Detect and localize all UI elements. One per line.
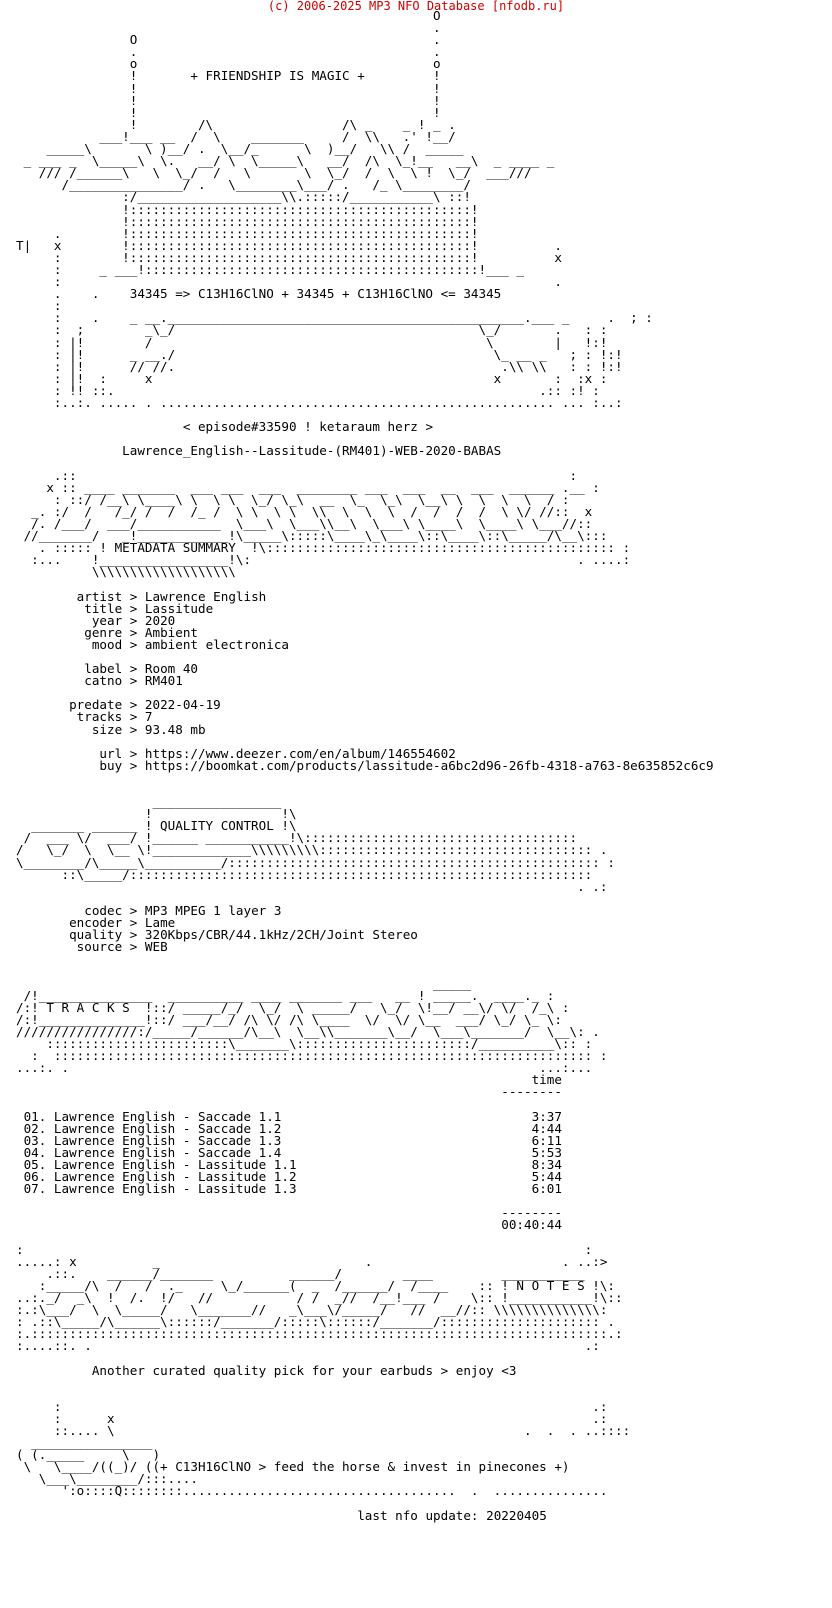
metadata-row: genre > Ambient <box>84 624 198 640</box>
metadata-value: 7 <box>144 709 153 725</box>
metadata-value: ambient electronica <box>144 636 289 652</box>
metadata-value: 2022-04-19 <box>144 697 221 713</box>
track-time: 6:01 <box>531 1181 562 1197</box>
art-top-line: !:::::::::::::::::::::::::::::::::::::::::::::! <box>16 201 479 217</box>
metadata-value[interactable]: https://boomkat.com/products/lassitude-a6bc2d96-26fb-4318-a763-8e635852c6c9 <box>144 757 714 773</box>
track-time: 5:53 <box>531 1144 562 1160</box>
art-meta-line: \\\\\\\\\\\\\\\\\\\ <box>16 564 236 580</box>
track-number: 02. <box>16 1120 47 1136</box>
art-notes-line: ..:._/ _\ ! /. !/ // / / _// /__!___ / \:: !___________!\:: <box>16 1289 623 1305</box>
art-quality-control <box>16 794 615 894</box>
art-top-line: :/___________________\\.:::::/___________\ ::! <box>16 189 471 205</box>
metadata-key: title <box>84 600 123 616</box>
art-top-line: . <box>16 20 441 36</box>
metadata-key: predate <box>69 697 123 713</box>
art-top-line: ! ! <box>16 80 441 96</box>
art-quality-line: \________/\_____\__________/::::::::::::::::::::::::::::::::::::::::::::::::: : <box>16 854 615 870</box>
quality-value: 320Kbps/CBR/44.1kHz/2CH/Joint Stereo <box>144 927 418 943</box>
metadata-row: mood > ambient electronica <box>91 636 289 652</box>
tracks-total <box>16 1205 562 1232</box>
metadata-row: predate > 2022-04-19 <box>69 697 221 713</box>
metadata-value: Lassitude <box>144 600 214 616</box>
art-top-line: . . 34345 => C13H16ClNO + 34345 + C13H16ClNO <= 34345 <box>16 286 502 302</box>
art-top-line: !:::::::::::::::::::::::::::::::::::::::::::::! <box>16 213 479 229</box>
art-quality-line: / \_/ \ \__ \!_____________\\\\\\\\\:::::::::::::::::::::::::::::::::::: . <box>16 842 608 858</box>
time-column-rule: -------- <box>16 1084 562 1100</box>
metadata-row: year > 2020 <box>91 612 176 628</box>
art-top-line: ! /\ /\ _ _ ! _ . <box>16 116 456 132</box>
art-footer-line: \ \____/((_)/ ((+ C13H16ClNO > feed the horse & invest in pinecones +) <box>16 1459 570 1475</box>
quality-key: codec <box>84 902 123 918</box>
art-tracks-line: _____ <box>16 975 471 991</box>
art-top-line: : |! : x x : :x : <box>16 370 608 386</box>
quality-block <box>16 903 418 954</box>
art-top-line: : |! _ __./ \_ __ _ ; : !:! <box>16 346 623 362</box>
metadata-value: 93.48 mb <box>144 721 206 737</box>
track-time: 8:34 <box>531 1156 562 1172</box>
art-top-line: ! ! <box>16 104 441 120</box>
art-quality-line: / ___ \/ ___/ !______ ___________!\:::::::::::::::::::::::::::::::::::: <box>16 830 578 846</box>
track-name: Lawrence English - Saccade 1.4 <box>46 1144 282 1160</box>
metadata-value: 2020 <box>144 612 176 628</box>
metadata-row: tracks > 7 <box>76 709 153 725</box>
track-time: 3:37 <box>531 1108 562 1124</box>
art-top-line: /// /______\ \ \_/ / \ \ \_/ / \ \ ! \_/ ___/// <box>16 165 532 181</box>
track-number: 07. <box>16 1181 47 1197</box>
track-number: 01. <box>16 1108 47 1124</box>
track-number: 06. <box>16 1169 47 1184</box>
art-top-line: : !! ::. .:: :! : <box>16 382 600 398</box>
tracklist <box>16 1109 562 1197</box>
art-footer-line: ( (._____ \ ) <box>16 1447 161 1463</box>
tracks-time-header <box>16 1072 562 1099</box>
metadata-row: label > Room 40 <box>84 661 198 677</box>
metadata-row: catno > RM401 <box>84 673 183 689</box>
art-top-line: _ ___ _ \_____\ \. __/ \ \_____\ __/ /\ \_!__ __\ _ ____ _ <box>16 153 555 169</box>
art-top-line: ___!___ __ / \ _______ / \\ .' !__/ <box>16 128 456 144</box>
last-update-value: 20220405 <box>486 1507 547 1523</box>
art-meta-line: .:: : <box>16 467 578 483</box>
art-quality-line: ! !\ <box>16 806 297 822</box>
art-tracks-line: /!_______________ __________ ____ _______ ___ __ ! _____. ____._ : <box>16 987 555 1003</box>
track-number: 03. <box>16 1132 47 1148</box>
art-footer-line: ':o::::Q::::::::.................................... . ............... <box>16 1483 608 1499</box>
art-meta-line: : ::/ /__\ \____\ \ \ \ \_/ \_\ __ \_ \_\ \__\ \ \ \ \ / : <box>16 491 570 507</box>
art-top-line: :..:. ..... . .................................................... ... :..: <box>16 395 623 410</box>
art-meta-line: /. /___/ ___/___________ \___\ \___\\__\ \___\ \____\ \____\ \___//:: <box>16 515 593 531</box>
art-tracks-line: ...:. . ...:... <box>16 1060 593 1076</box>
art-notes-line: :_____/\ / / ._ \_/______( _ /______/ /____ :: ! N O T E S !\: <box>16 1277 615 1293</box>
art-top-line: o o <box>16 56 441 72</box>
art-top-line: /_______________/ . \________\___/ . /_ \________/ <box>16 177 471 193</box>
metadata-key: genre <box>84 624 123 640</box>
art-top-line: O <box>16 8 441 23</box>
metadata-row: title > Lassitude <box>84 600 214 616</box>
art-tracks-line: /:! T R A C K S !::/ _____/_/ \_/ \ _____/ \_/ \!__/ __\/ \/ /_\ : <box>16 999 570 1015</box>
art-notes <box>16 1242 623 1354</box>
metadata-value[interactable]: https://www.deezer.com/en/album/146554602 <box>144 745 456 761</box>
track-time: 6:11 <box>531 1132 562 1148</box>
art-notes-line: :....::. . .: <box>16 1338 600 1354</box>
metadata-key: size <box>91 721 123 737</box>
art-top-line: . . <box>16 44 441 60</box>
metadata-key: buy <box>99 757 123 773</box>
episode-line <box>16 419 183 434</box>
nfo-document <box>16 10 714 1522</box>
quality-key: encoder <box>69 915 123 931</box>
notes-text: Another curated quality pick for your earbuds > enjoy <3 <box>91 1362 517 1378</box>
art-meta-line: _. :/ / /_/ / / /_ / \ \ \ \ \\ \ \ \ / / / / \ \/ //:: x <box>16 503 593 519</box>
art-top-line: : !:::::::::::::::::::::::::::::::::::::::::::::! x <box>16 249 562 265</box>
metadata-row: size > 93.48 mb <box>91 721 206 737</box>
art-meta-line: . ::::: ! METADATA SUMMARY !\:::::::::::::::::::::::::::::::::::::::::::::: : <box>16 540 631 556</box>
track-name: Lawrence English - Saccade 1.2 <box>46 1120 282 1136</box>
quality-key: source <box>76 939 123 955</box>
metadata-key: artist <box>76 588 123 604</box>
metadata-value: RM401 <box>144 673 183 689</box>
metadata-value: Room 40 <box>144 661 198 677</box>
total-duration: 00:40:44 <box>16 1217 562 1233</box>
total-rule: -------- <box>16 1205 562 1221</box>
release-name: Lawrence_English--Lassitude-(RM401)-WEB-2020-BABAS <box>122 443 502 459</box>
quality-row: encoder > Lame <box>69 915 176 931</box>
metadata-key: tracks <box>76 709 123 725</box>
art-quality-line: . .: <box>16 878 608 894</box>
track-name: Lawrence English - Lassitude 1.2 <box>46 1169 297 1184</box>
art-footer-line: ________________ <box>16 1435 153 1451</box>
art-top-line: : |! / \ | !:! <box>16 334 608 350</box>
quality-row: source > WEB <box>76 939 168 955</box>
release-line <box>16 443 122 458</box>
metadata-value: Ambient <box>144 624 198 640</box>
art-footer-line: ::.... \ . . . ..:::: <box>16 1422 631 1438</box>
art-quality-line: ::\_____/::::::::::::::::::::::::::::::::::::::::::::::::::::::::::::: <box>16 866 593 882</box>
art-top-line: : |! // //. .\\ \\ : : !:! <box>16 358 623 374</box>
time-column-label: time <box>16 1072 562 1088</box>
track-name: Lawrence English - Saccade 1.3 <box>46 1132 282 1148</box>
art-meta-line: :... !_________________!\: . ....: <box>16 552 631 568</box>
art-quality-line: _________________ <box>16 794 282 810</box>
quality-row: codec > MP3 MPEG 1 layer 3 <box>84 902 282 918</box>
metadata-row: buy > https://boomkat.com/products/lassitude-a6bc2d96-26fb-4318-a763-8e635852c6c9 <box>99 757 714 773</box>
track-number: 05. <box>16 1156 47 1172</box>
art-footer <box>16 1399 630 1499</box>
art-notes-line: .::. ______/_______ ______/ ____ ___________ <box>16 1265 585 1281</box>
track-time: 5:44 <box>531 1169 562 1184</box>
quality-value: WEB <box>144 939 168 955</box>
art-quality-line: _______ ______ ! QUALITY CONTROL !\ <box>16 818 297 834</box>
quality-row: quality > 320Kbps/CBR/44.1kHz/2CH/Joint Stereo <box>69 927 418 943</box>
art-meta-line: x :: ____ _______ ___ ___ ___ ________ ___ ___ __ ___ ______ .__ : <box>16 479 600 495</box>
episode-text: < episode#33590 ! ketaraum herz > <box>182 419 434 435</box>
art-top-line: . !:::::::::::::::::::::::::::::::::::::::::::::! <box>16 225 479 241</box>
art-footer-line: : x .: <box>16 1410 608 1426</box>
art-top <box>16 8 653 410</box>
art-footer-line: \___\________/:::.... <box>16 1471 198 1487</box>
last-update-line <box>16 1508 357 1523</box>
art-notes-line: .....: x _ . . ..:> <box>16 1253 608 1269</box>
art-footer-line: : .: <box>16 1398 608 1414</box>
art-notes-line: : .::\_____/\______\::::::/_______/:::::\::::::/_______/::::::::::::::::::::: . <box>16 1314 615 1330</box>
art-tracks-line: /:!______________!::/ ___/__/ /\ \/ /\ \____ \/ \/ \__ ___/ \_/ \_ \: <box>16 1011 562 1027</box>
metadata-key: catno <box>84 673 123 689</box>
art-metadata-summary <box>16 468 630 580</box>
art-top-line: _____\ \ )__/ . \__/_ \ )__/ \\ / _____ <box>16 141 464 157</box>
notes-line <box>16 1363 92 1378</box>
art-top-line: O . <box>16 32 441 48</box>
metadata-row: artist > Lawrence English <box>76 588 267 604</box>
metadata-block <box>16 589 714 773</box>
metadata-key: year <box>91 612 123 628</box>
metadata-row: url > https://www.deezer.com/en/album/146554602 <box>99 745 456 761</box>
quality-value: MP3 MPEG 1 layer 3 <box>144 902 282 918</box>
art-meta-line: //_______/ _!____________!\_____\:::::\____\_\____\::\____\::\_____/\__\::: <box>16 528 608 544</box>
art-top-line: ! + FRIENDSHIP IS MAGIC + ! <box>16 68 441 84</box>
art-tracks-line: ////////////////:/_____/______/\__\ \__\\_______\__/ \___\_______/ \__\: . <box>16 1023 600 1039</box>
copyright-banner: (c) 2006-2025 MP3 NFO Database [nfodb.ru] <box>267 0 565 13</box>
art-top-line: : . <box>16 274 562 290</box>
art-top-line: : _ ___!::::::::::::::::::::::::::::::::::::::::::::!___ _ <box>16 261 524 277</box>
art-tracks-line: : ::::::::::::::::::::::::::::::::::::::::::::::::::::::::::::::::::::::: : <box>16 1048 608 1064</box>
art-tracks <box>16 976 607 1076</box>
art-notes-line: :.:\___/ \ \_____/ \_______// _\___\/_____/ // __//:: \\\\\\\\\\\\\\: <box>16 1302 608 1318</box>
art-top-line: : ; _\_/ \_/ . : : <box>16 322 608 338</box>
last-update-label: last nfo update: <box>357 1507 479 1523</box>
track-time: 4:44 <box>531 1120 562 1136</box>
art-top-line: : <box>16 298 62 314</box>
art-top-line: T| x !:::::::::::::::::::::::::::::::::::::::::::::! . <box>16 237 562 253</box>
metadata-key: url <box>99 745 123 761</box>
track-number: 04. <box>16 1144 47 1160</box>
quality-value: Lame <box>144 915 176 931</box>
metadata-key: label <box>84 661 123 677</box>
quality-key: quality <box>69 927 123 943</box>
art-tracks-line: ::::::::::::::::::::::::\_______\:::::::::::::::::::::::/__________\:: : <box>16 1035 593 1051</box>
art-top-line: ! ! <box>16 92 441 108</box>
metadata-key: mood <box>91 636 123 652</box>
track-name: Lawrence English - Lassitude 1.1 <box>46 1156 297 1172</box>
track-name: Lawrence English - Lassitude 1.3 <box>46 1181 297 1197</box>
art-top-line: : . _ __._______________________________________________.___ _ . ; : <box>16 310 653 326</box>
track-name: Lawrence English - Saccade 1.1 <box>46 1108 282 1124</box>
art-notes-line: :.::::::::::::::::::::::::::::::::::::::::::::::::::::::::::::::::::::::::::::.: <box>16 1326 623 1342</box>
metadata-value: Lawrence English <box>144 588 267 604</box>
art-notes-line: : : <box>16 1241 593 1257</box>
track-row <box>16 1181 562 1196</box>
